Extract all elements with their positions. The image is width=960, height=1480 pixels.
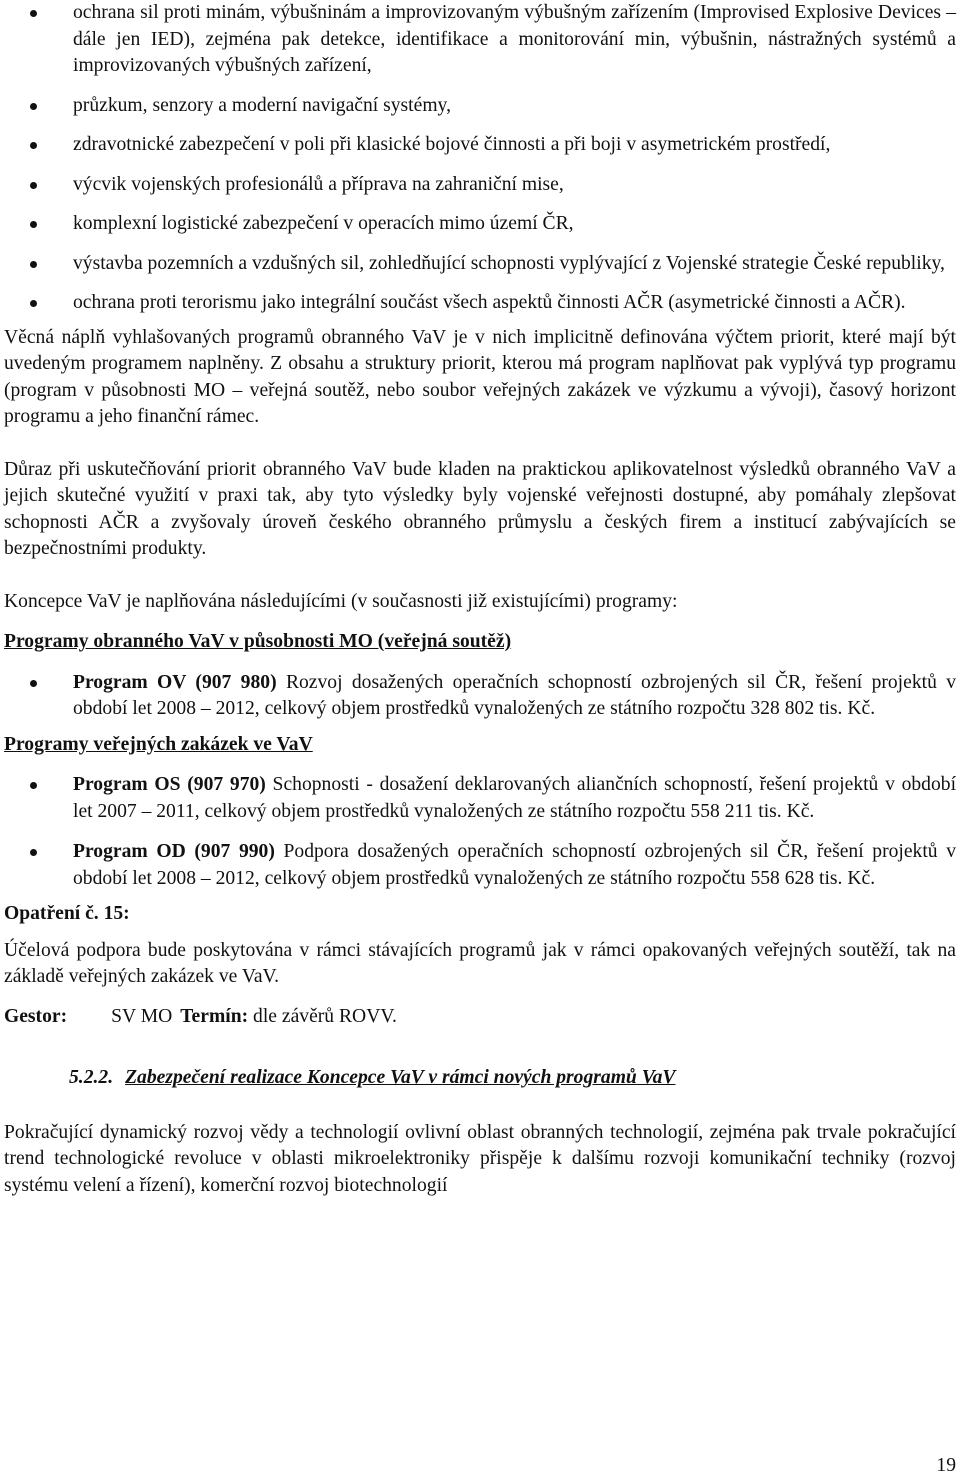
bullet-icon (30, 680, 37, 687)
bullet-icon (30, 142, 37, 149)
list-item: ochrana sil proti minám, výbušninám a improvizovaným výbušným zařízením (Improvised Explosive Devices – dále jen IED), zejména pak detekce, identifikace a monitorování min, výbušnin, nástražných systémů a improvizovaných výbušných zařízení, (4, 0, 956, 80)
paragraph-content: Věcná náplň vyhlašovaných programů obranného VaV je v nich implicitně definována výčtem priorit, které mají být uvedeným programem naplněny. Z obsahu a struktury priorit, kterou má program naplňovat pak vyplývá typ programu (program v působnosti MO – veřejná soutěž, nebo soubor veřejných zakázek ve výzkumu a vývoji), časový horizont programu a jeho finanční rámec. (4, 326, 956, 427)
list-item: výcvik vojenských profesionálů a příprava na zahraniční mise, (4, 172, 956, 199)
section-heading-zakazky: Programy veřejných zakázek ve VaV (4, 733, 313, 755)
measure-title: Opatření č. 15: (4, 903, 130, 924)
program-list-mo (4, 670, 956, 723)
gestor-label: Gestor: (4, 1005, 68, 1027)
list-item: ochrana proti terorismu jako integrální součást všech aspektů činnosti AČR (asymetrické činnosti a AČR). (4, 290, 956, 317)
gestor-value: SV MO (111, 1005, 173, 1027)
bullet-icon (30, 221, 37, 228)
list-item: Program OS (907 970) Schopnosti - dosažení deklarovaných aliančních schopností, řešení projektů v období let 2007 – 2011, celkový objem prostředků vynaložených ze státního rozpočtu 558 211 tis. Kč. (4, 772, 956, 825)
list-item: Program OD (907 990) Podpora dosažených operačních schopností ozbrojených sil ČR, řešení projektů v období let 2008 – 2012, celkový objem prostředků vynaložených ze státního rozpočtu 558 628 tis. Kč. (4, 839, 956, 892)
bullet-icon (30, 103, 37, 110)
bullet-icon (30, 182, 37, 189)
document-page (4, 0, 956, 1199)
list-item: komplexní logistické zabezpečení v operacích mimo území ČR, (4, 211, 956, 238)
section-heading-mo: Programy obranného VaV v působnosti MO (veřejná soutěž) (4, 631, 512, 652)
list-item: zdravotnické zabezpečení v poli při klasické bojové činnosti a při boji v asymetrickém prostředí, (4, 132, 956, 159)
bullet-icon (30, 300, 37, 307)
termin-label: Termín: (180, 1005, 249, 1027)
gestor-line (4, 1004, 956, 1031)
bullet-icon (30, 261, 37, 268)
paragraph-final: Pokračující dynamický rozvoj vědy a technologií ovlivní oblast obranných technologií, zejména pak trvale pokračující trend technologické revoluce v oblasti mikroelektroniky přispěje k dalšímu rozvoji komunikační techniky (rozvoj systému velení a řízení), komerční rozvoj biotechnologií (4, 1121, 956, 1196)
list-item: výstavba pozemních a vzdušných sil, zohledňující schopnosti vyplývající z Vojenské strategie České republiky, (4, 251, 956, 278)
page-number: 19 (936, 1455, 956, 1476)
list-item: průzkum, senzory a moderní navigační systémy, (4, 93, 956, 120)
section-number: 5.2.2. (69, 1067, 114, 1088)
section-title: Zabezpečení realizace Koncepce VaV v rámci nových programů VaV (125, 1067, 676, 1088)
paragraph-programs-intro: Koncepce VaV je naplňována následujícími (v současnosti již existujícími) programy: (4, 590, 678, 612)
bullet-icon (30, 849, 37, 856)
list-item: Program OV (907 980) Rozvoj dosažených operačních schopností ozbrojených sil ČR, řešení projektů v období let 2008 – 2012, celkový objem prostředků vynaložených ze státního rozpočtu 328 802 tis. Kč. (4, 670, 956, 723)
measure-text: Účelová podpora bude poskytována v rámci stávajících programů jak v rámci opakovaných veřejných soutěží, tak na základě veřejných zakázek ve VaV. (4, 939, 956, 987)
bullet-icon (30, 10, 37, 17)
section-heading-522 (4, 1065, 956, 1092)
termin-value: dle závěrů ROVV. (248, 1005, 397, 1027)
program-list-zakazky (4, 772, 956, 892)
paragraph-emphasis: Důraz při uskutečňování priorit obranného VaV bude kladen na praktickou aplikovatelnost výsledků obranného VaV a jejich skutečné využití v praxi tak, aby tyto výsledky byly vojenské veřejnosti dostupné, aby pomáhaly zlepšovat schopnosti AČR a zvyšovaly úroveň českého obranného průmyslu a českých firem a institucí zabývajících se bezpečnostními produkty. (4, 458, 956, 559)
bullet-icon (30, 782, 37, 789)
priority-list (4, 0, 956, 317)
